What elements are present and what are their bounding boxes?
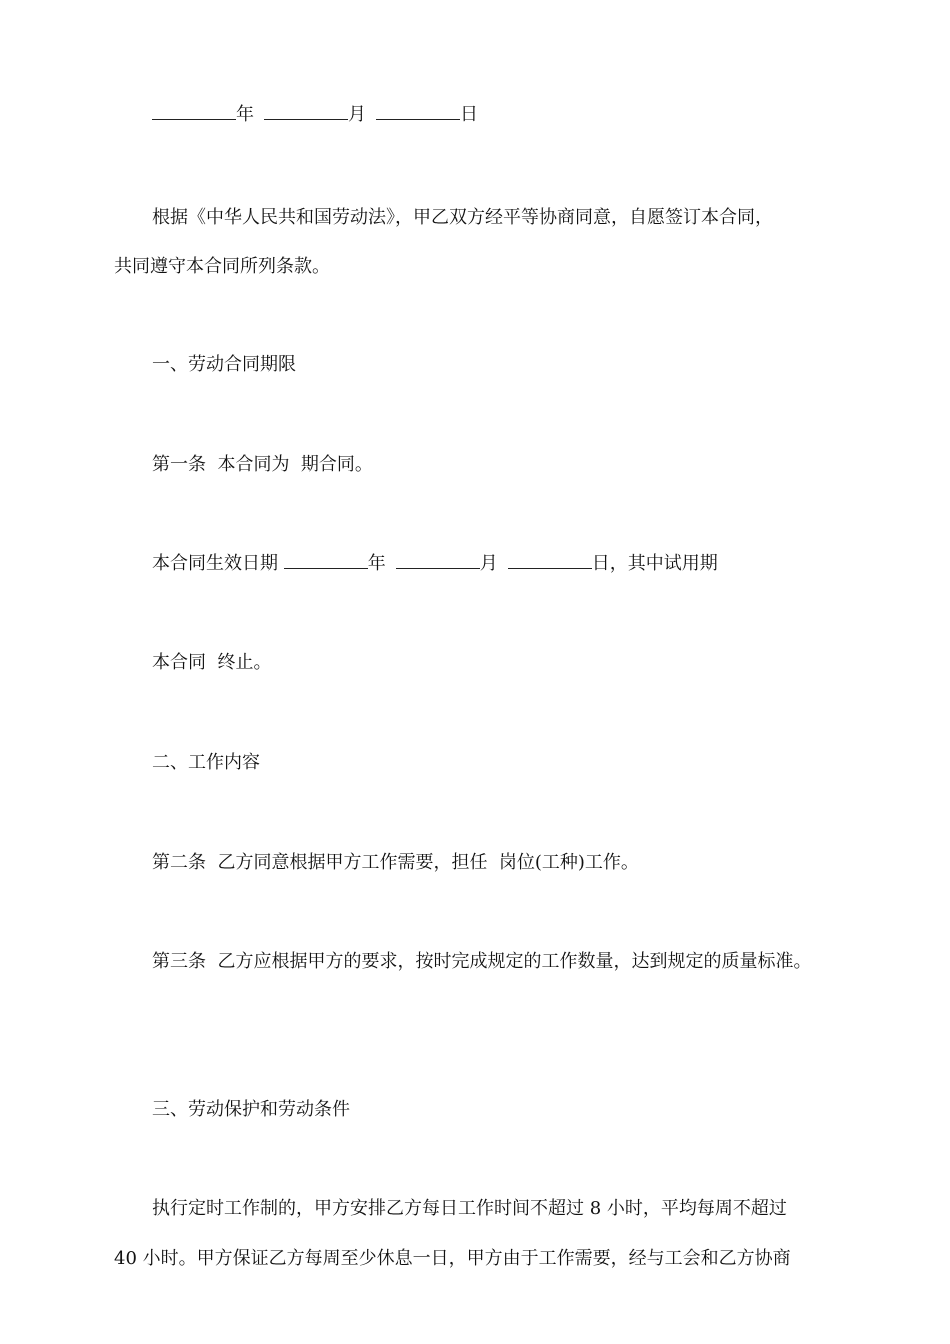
section-3-heading: 三、劳动保护和劳动条件 (152, 1099, 350, 1120)
intro-line-2: 共同遵守本合同所列条款。 (114, 256, 330, 277)
article-3: 第三条 乙方应根据甲方的要求，按时完成规定的工作数量，达到规定的质量标准。 (152, 951, 812, 972)
effective-month-label: 月 (479, 553, 498, 574)
effective-year-blank (284, 552, 368, 569)
article-1: 第一条 本合同为 期合同。 (152, 454, 373, 475)
section-2-heading: 二、工作内容 (152, 752, 260, 773)
article-2: 第二条 乙方同意根据甲方工作需要，担任 岗位(工种)工作。 (152, 852, 639, 873)
termination-line: 本合同 终止。 (152, 652, 272, 673)
year-blank (152, 103, 236, 120)
section-3-para-line-2: 40 小时。甲方保证乙方每周至少休息一日，甲方由于工作需要，经与工会和乙方协商 (114, 1248, 791, 1269)
date-line (152, 103, 478, 127)
section-3-para-line-1: 执行定时工作制的，甲方安排乙方每日工作时间不超过 8 小时，平均每周不超过 (152, 1198, 787, 1219)
effective-year-label: 年 (367, 553, 386, 574)
effective-month-blank (396, 552, 480, 569)
effective-day-suffix: 日，其中试用期 (591, 553, 718, 574)
month-label: 月 (348, 104, 366, 125)
effective-date-prefix: 本合同生效日期 (152, 553, 284, 574)
section-1-heading: 一、劳动合同期限 (152, 354, 296, 375)
effective-day-blank (508, 552, 592, 569)
intro-line-1: 根据《中华人民共和国劳动法》，甲乙双方经平等协商同意，自愿签订本合同， (152, 207, 773, 228)
effective-date-line (152, 552, 718, 576)
day-blank (376, 103, 460, 120)
month-blank (264, 103, 348, 120)
year-label: 年 (236, 104, 254, 125)
day-label: 日 (460, 104, 478, 125)
